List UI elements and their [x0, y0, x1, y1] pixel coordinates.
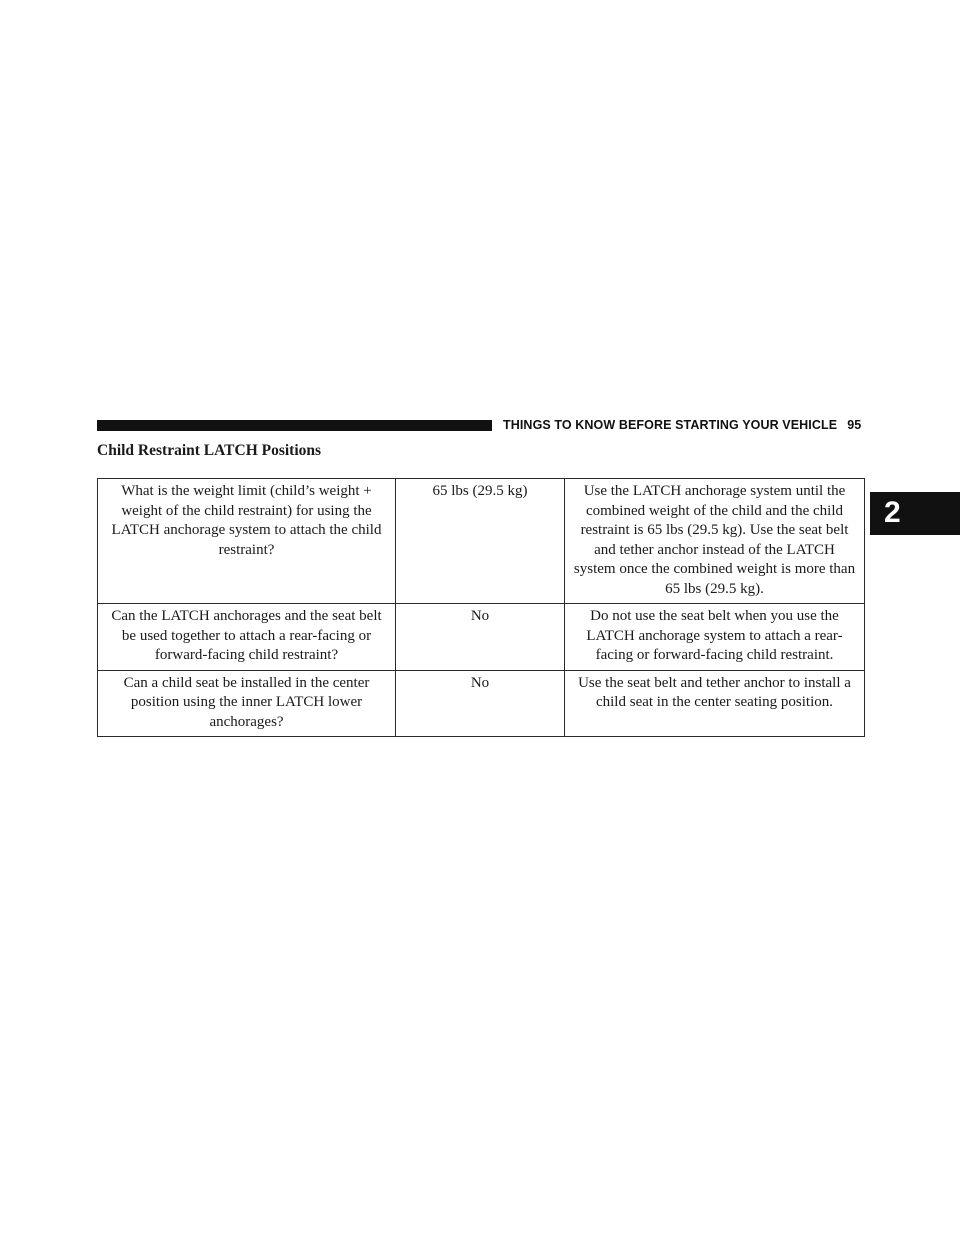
- table-row: [98, 604, 865, 671]
- page-number: 95: [847, 418, 862, 432]
- answer-cell: No: [396, 670, 565, 737]
- running-header: [503, 418, 861, 432]
- table-row: [98, 479, 865, 604]
- chapter-tab: [870, 492, 960, 535]
- question-cell: Can a child seat be installed in the center position using the inner LATCH lower anchorages?: [98, 670, 396, 737]
- explanation-cell: Do not use the seat belt when you use the LATCH anchorage system to attach a rear-facing or forward-facing child restraint.: [565, 604, 865, 671]
- question-cell: Can the LATCH anchorages and the seat belt be used together to attach a rear-facing or forward-facing child restraint?: [98, 604, 396, 671]
- answer-cell: No: [396, 604, 565, 671]
- header-rule: [97, 420, 492, 431]
- chapter-number: 2: [884, 496, 901, 529]
- answer-cell: 65 lbs (29.5 kg): [396, 479, 565, 604]
- section-title: Child Restraint LATCH Positions: [97, 442, 322, 459]
- explanation-cell: Use the seat belt and tether anchor to install a child seat in the center seating position.: [565, 670, 865, 737]
- question-cell: What is the weight limit (child’s weight + weight of the child restraint) for using the LATCH anchorage system to attach the child restraint?: [98, 479, 396, 604]
- latch-positions-table: [97, 478, 865, 737]
- running-header-section: THINGS TO KNOW BEFORE STARTING YOUR VEHICLE: [503, 418, 838, 432]
- explanation-cell: Use the LATCH anchorage system until the combined weight of the child and the child restraint is 65 lbs (29.5 kg). Use the seat belt and tether anchor instead of the LATCH system once the combined weight is more than 65 lbs (29.5 kg).: [565, 479, 865, 604]
- table-row: [98, 670, 865, 737]
